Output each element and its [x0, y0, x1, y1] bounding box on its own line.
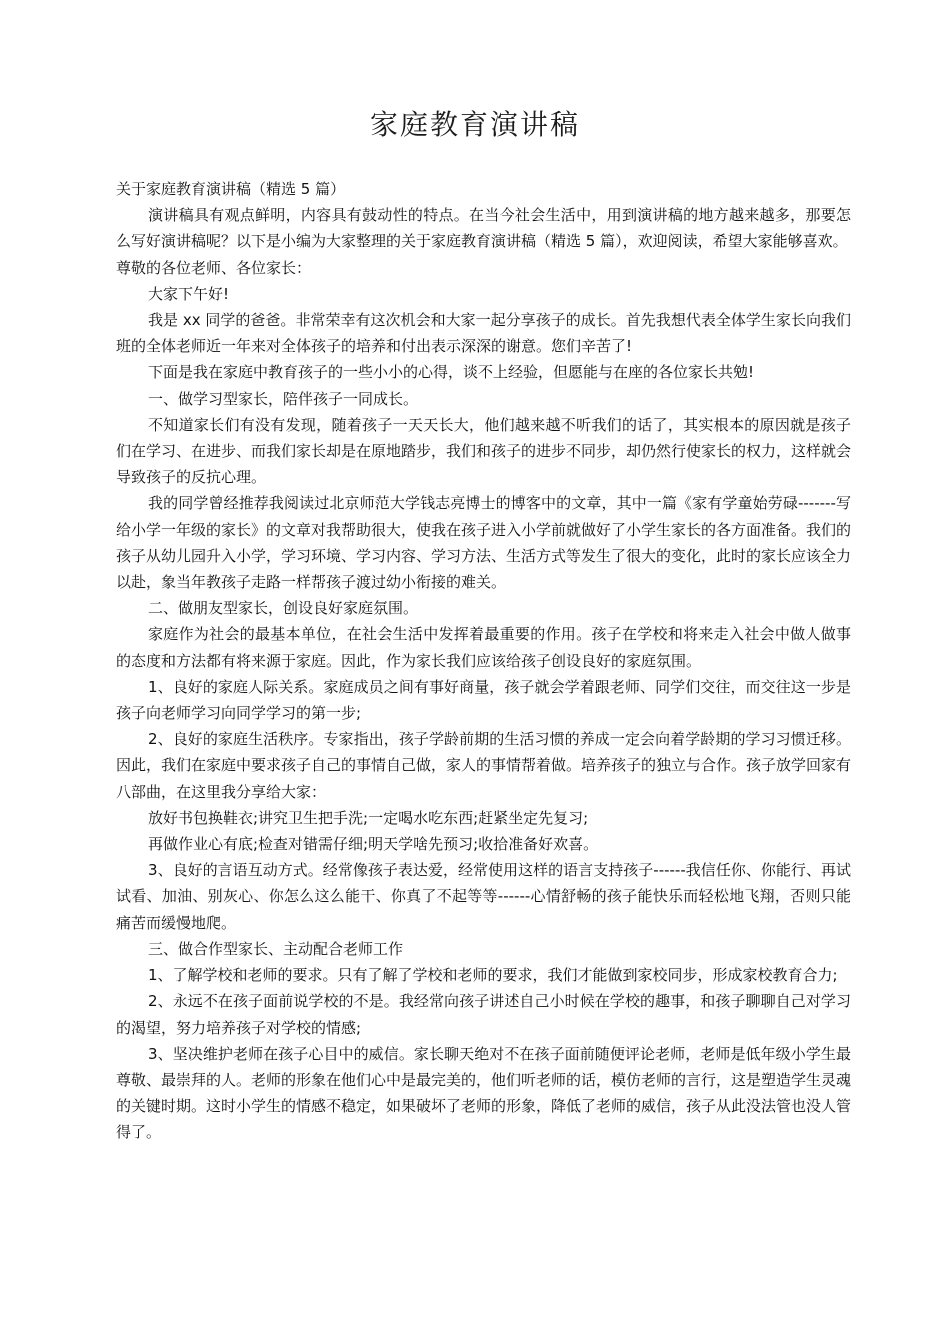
paragraph: 三、做合作型家长、主动配合老师工作 [148, 939, 404, 958]
paragraph: 不知道家长们有没有发现，随着孩子一天天长大，他们越来越不听我们的话了，其实根本的原因就是孩子们在学习、在进步、而我们家长却是在原地踏步，我们和孩子的进步不同步，却仍然行使家长的权力，这样就会导致孩子的反抗心理。 [116, 415, 852, 487]
paragraph: 2、永远不在孩子面前说学校的不是。我经常向孩子讲述自己小时候在学校的趣事，和孩子聊聊自己对学习的渴望，努力培养孩子对学校的情感; [116, 992, 851, 1037]
paragraph: 关于家庭教育演讲稿（精选 5 篇） [116, 180, 346, 198]
paragraph: 演讲稿具有观点鲜明，内容具有鼓动性的特点。在当今社会生活中，用到演讲稿的地方越来越多，那要怎么写好演讲稿呢？以下是小编为大家整理的关于家庭教育演讲稿（精选 5 篇），欢迎阅读，希望大家能够喜欢。 [116, 206, 851, 251]
paragraph: 家庭作为社会的最基本单位，在社会生活中发挥着最重要的作用。孩子在学校和将来走入社会中做人做事的态度和方法都有将来源于家庭。因此，作为家长我们应该给孩子创设良好的家庭氛围。 [116, 625, 851, 670]
paragraph: 3、坚决维护老师在孩子心目中的威信。家长聊天绝对不在孩子面前随便评论老师，老师是低年级小学生最尊敬、最崇拜的人。老师的形象在他们心中是最完美的，他们听老师的话，模仿老师的言行，这是塑造学生灵魂的关键时期。这时小学生的情感不稳定，如果破坏了老师的形象，降低了老师的威信，孩子从此没法管也没人管得了。 [116, 1044, 852, 1142]
paragraph: 我的同学曾经推荐我阅读过北京师范大学钱志亮博士的博客中的文章，其中一篇《家有学童始劳碌-------写给小学一年级的家长》的文章对我帮助很大，使我在孩子进入小学前就做好了小学生家长的各方面准备。我们的孩子从幼儿园升入小学，学习环境、学习内容、学习方法、生活方式等发生了很大的变化，此时的家长应该全力以赴，象当年教孩子走路一样帮孩子渡过幼小衔接的难关。 [116, 494, 852, 592]
paragraph: 二、做朋友型家长，创设良好家庭氛围。 [148, 599, 419, 618]
paragraph: 3、良好的言语互动方式。经常像孩子表达爱，经常使用这样的语言支持孩子------我信任你、你能行、再试试看、加油、别灰心、你怎么这么能干、你真了不起等等------心情舒畅的孩子能快乐而轻松地飞翔，否则只能痛苦而缓慢地爬。 [116, 861, 851, 932]
paragraph: 放好书包换鞋衣;讲究卫生把手洗;一定喝水吃东西;赶紧坐定先复习; [148, 808, 589, 827]
paragraph: 一、做学习型家长，陪伴孩子一同成长。 [148, 389, 419, 408]
paragraph: 尊敬的各位老师、各位家长： [116, 258, 312, 277]
document-body [116, 176, 851, 1146]
document-title: 家庭教育演讲稿 [369, 108, 580, 141]
paragraph: 1、良好的家庭人际关系。家庭成员之间有事好商量，孩子就会学着跟老师、同学们交往，而交往这一步是孩子向老师学习向同学学习的第一步; [116, 677, 851, 723]
paragraph: 再做作业心有底;检查对错需仔细;明天学啥先预习;收拾准备好欢喜。 [148, 835, 599, 854]
paragraph: 2、良好的家庭生活秩序。专家指出，孩子学龄前期的生活习惯的养成一定会向着学龄期的学习习惯迁移。因此，我们在家庭中要求孩子自己的事情自己做，家人的事情帮着做。培养孩子的独立与合作。孩子放学回家有八部曲，在这里我分享给大家： [116, 730, 852, 801]
paragraph: 1、了解学校和老师的要求。只有了解了学校和老师的要求，我们才能做到家校同步，形成家校教育合力; [148, 966, 838, 985]
paragraph: 下面是我在家庭中教育孩子的一些小小的心得，谈不上经验，但愿能与在座的各位家长共勉! [148, 363, 755, 382]
paragraph: 我是 xx 同学的爸爸。非常荣幸有这次机会和大家一起分享孩子的成长。首先我想代表全体学生家长向我们班的全体老师近一年来对全体孩子的培养和付出表示深深的谢意。您们辛苦了! [116, 311, 851, 356]
paragraph: 大家下午好! [148, 284, 230, 303]
